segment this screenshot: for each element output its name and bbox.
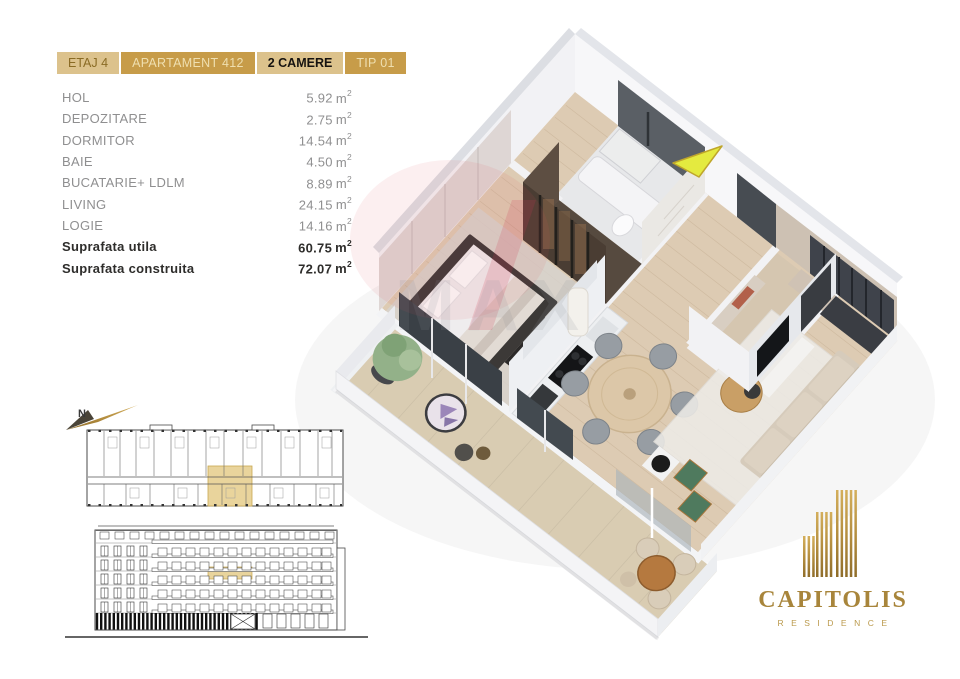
area-row (62, 108, 352, 129)
north-arrow-icon (66, 405, 138, 430)
rooms-chip: 2 CAMERE (257, 52, 344, 74)
room-name: BAIE (62, 154, 93, 170)
area-total-row (62, 257, 352, 278)
remax-watermark-text: MAX (395, 266, 591, 346)
area-total-row (62, 236, 352, 257)
area-row (62, 215, 352, 236)
floor-chip: ETAJ 4 (57, 52, 119, 74)
area-row (62, 193, 352, 214)
apartment-chip: APARTAMENT 412 (121, 52, 255, 74)
area-row (62, 172, 352, 193)
room-name: DORMITOR (62, 132, 135, 148)
area-row (62, 87, 352, 108)
apartment-header-bar (57, 52, 406, 74)
area-table (62, 87, 352, 279)
total-name: Suprafata utila (62, 239, 157, 255)
logo-name: CAPITOLIS (758, 587, 908, 613)
room-area: 24.15 $m^2$ (298, 194, 352, 213)
room-area: 14.16 $m^2$ (298, 216, 352, 234)
area-row (62, 130, 352, 151)
room-name: HOL (62, 90, 90, 106)
logo-subtitle: RESIDENCE (777, 618, 895, 628)
area-row (62, 151, 352, 172)
total-area: 60.75 $m^2$ (298, 237, 352, 255)
room-area: 5.92 $m^2$ (306, 88, 352, 106)
room-name: LOGIE (62, 217, 104, 233)
room-area: 2.75 $m^2$ (306, 109, 352, 128)
north-label: N (78, 408, 86, 420)
highlighted-unit-plan (208, 466, 252, 506)
room-area: 4.50 $m^2$ (306, 152, 352, 170)
room-name: BUCATARIE+ LDLM (62, 175, 185, 191)
apartment-3d-render (295, 28, 935, 640)
room-name: DEPOZITARE (62, 111, 148, 127)
total-name: Suprafata construita (62, 260, 195, 276)
room-name: LIVING (62, 196, 107, 212)
type-chip: TIP 01 (345, 52, 405, 74)
building-elevation-drawing (65, 526, 368, 637)
room-area: 14.54 $m^2$ (298, 131, 352, 149)
room-area: 8.89 $m^2$ (306, 173, 352, 191)
total-area: 72.07 $m^2$ (298, 258, 352, 277)
